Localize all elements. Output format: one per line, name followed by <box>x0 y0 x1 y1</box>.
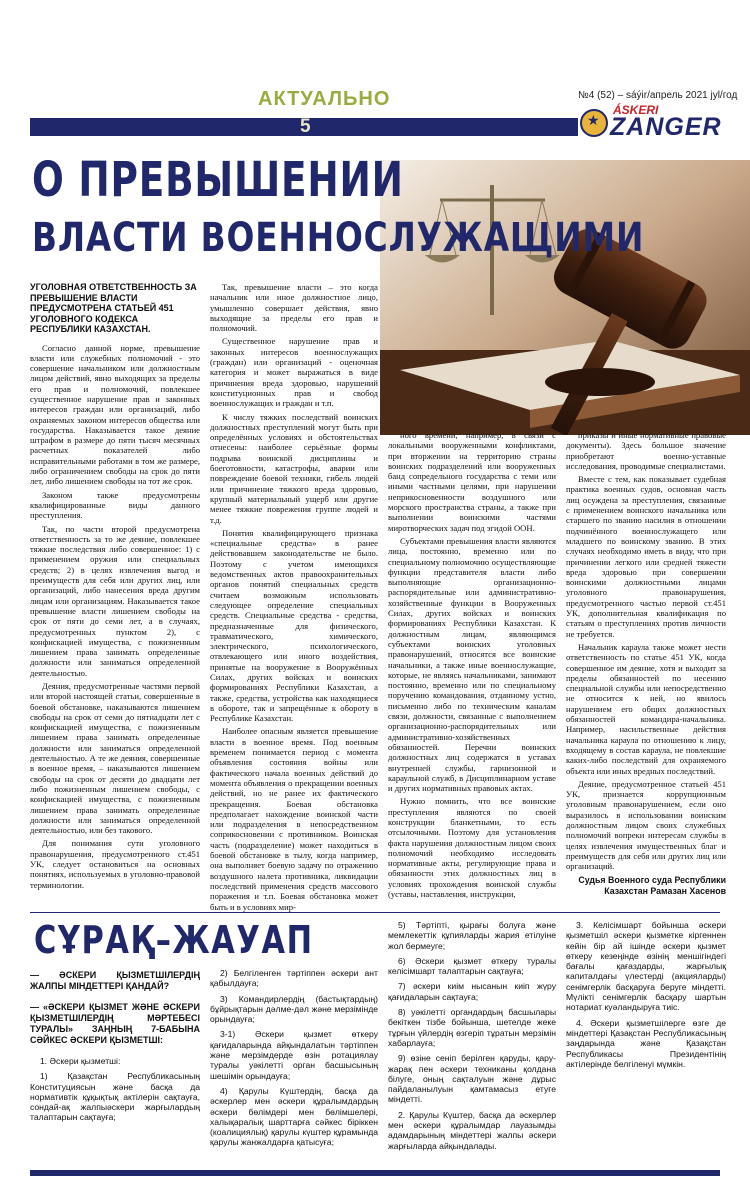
qa-column-1 <box>30 970 200 1128</box>
emblem-icon: ★ <box>580 109 608 137</box>
gavel-photo <box>380 160 750 435</box>
paragraph: Наиболее опасным является превышение власти в военное время. Под военным временем понимается период с момента объявления состояния войны или фактического начала военных действий до момента объявления о прекращении военных действий, но не ранее их фактического прекращения. Боевая обстановка предполагает нахождение воинской части или подразделения в непосредственном соприкосновении с противником. Воинская часть (подразделение) может находиться в боевой обстановке в тылу, когда например, она выполняет боевую задачу по отражению воздушного налета противника, ликвидации последствий применения средств массового поражения и т.п. Боевая обстановка может быть и в условиях мир- <box>210 726 378 912</box>
page-number: 5 <box>300 116 311 137</box>
qa-column-3 <box>388 920 556 1156</box>
logo-askeri-text: ÁSKERI <box>613 103 659 117</box>
section-divider <box>30 912 720 913</box>
paragraph: Нужно помнить, что все воинские преступления являются по своей конструкции бланкетными, то есть отсылочными. Поэтому для установления факта нарушения должностным лицом своих полномочий необходимо исследовать нормативные акты, регулирующие права и обязанности этих должностных лиц в условиях прохождения воинской службы (уставы, наставления, инструкции, <box>388 796 556 900</box>
paragraph: 3) Командирлердің (бастықтардың) бұйрықтарын дәлме-дәл және мерзімінде орындауға; <box>210 993 378 1025</box>
qa-column-4 <box>566 920 726 1074</box>
qa-title: СҰРАҚ–ЖАУАП <box>34 918 314 962</box>
paragraph: Законом также предусмотрены квалифицированные виды данного преступления. <box>30 489 200 521</box>
qa-question: — ӘСКЕРИ ҚЫЗМЕТШІЛЕРДІҢ ЖАЛПЫ МІНДЕТТЕРІ ҚАНДАЙ? <box>30 970 200 991</box>
paragraph: 3-1) Әскери қызмет өткеру қағидаларында айқындалатын тәртіппен және мерзімдерде өзін ротациялау туралы уәкілетті орган басшысының шешімін орындауға; <box>210 1029 378 1081</box>
paragraph: Субъектами превышения власти являются лица, постоянно, временно или по специальному полномочию осуществляющие функции представителя власти либо выполняющие организационно-распорядительные или административно-хозяйственные функции в Вооруженных Силах, других войсках и воинских формированиях Республики Казахстан. К должностным лицам, являющимся субъектами воинских уголовных правонарушений, относятся все воинские начальники, а также иные военнослужащие, которые, не являясь начальниками, занимают постоянно, временно или по специальному поручению командования, отданному устно, письменно либо по техническим каналам связи, должности, связанные с выполнением организационно-распорядительных или административно-хозяйственных обязанностей. Перечни воинских должностных лиц содержатся в уставах внутренней службы, гарнизонной и караульной служб, в Дисциплинарном уставе и других нормативных правовых актах. <box>388 535 556 794</box>
author-signature <box>566 875 726 896</box>
article-title-line2: ВЛАСТИ ВОЕННОСЛУЖАЩИМИ <box>32 215 645 261</box>
paragraph: Так, превышение власти – это когда начальник или иное должностное лицо, умышленно совершает действия, явно выходящие за пределы его прав и полномочий. <box>210 282 378 334</box>
footer-bar <box>30 1170 720 1176</box>
paragraph: Вместе с тем, как показывает судебная практика военных судов, основная часть лиц осуждена за преступления, связанные с применением воинского начальника или старшего по званию насилия в отношении подчинённого военнослужащего или младшего по воинскому званию. В этих случаях необходимо иметь в виду, что при причинении легкого или средней тяжести вреда здоровью при совершении воинскими должностными лицами уголовного правонарушения, предусмотренного частью первой ст.451 УК, дополнительная квалификация по статьям о преступлениях против личности не требуется. <box>566 474 726 639</box>
paragraph: 3. Келісімшарт бойынша әскери қызметшіл әскери қызметке кіргеннен кейін бір ай ішінде әскери қызмет өткеру кезеңінде өзінің меншігіндегі бағалы қағаздарды, жарғылық капиталдағы үлестерді (акцияларды) сенімгерлік басқаруға беруге міндетті. Мүлікті сенімгерлік басқару шартын нотариат куәландыруға тиіс. <box>566 920 726 1013</box>
paragraph: 4. Әскери қызметшілерге өзге де міндеттері Қазақстан Республикасының заңдарында және Қазақстан Республикасы Президентінің актілерінде белгіленуі мүмкін. <box>566 1017 726 1069</box>
paragraph: 7) әскери киім нысанын киіп жүру қағидаларын сақтауға; <box>388 981 556 1002</box>
paragraph: приказы и иные нормативные правовые документы). Здесь большое значение приобретают военно-уставные исследования, проводимые специалистами. <box>566 430 726 471</box>
qa-answer-heading: — «ӘСКЕРИ ҚЫЗМЕТ ЖӘНЕ ӘСКЕРИ ҚЫЗМЕТШІЛЕРДІҢ МӘРТЕБЕСІ ТУРАЛЫ» ЗАҢНЫҢ 7-БАБЫНА СӘЙКЕС ӘСКЕРИ ҚЫЗМЕТШІ: <box>30 1002 200 1045</box>
article-column-4 <box>566 430 726 896</box>
logo-zanger-text: ZANGER <box>610 113 722 141</box>
paragraph: 4) Қарулы Күштердің, басқа да әскерлер мен әскери құралымдардың әскери бөлімдері мен бөлімшелері, халықаралық шарттарға сәйкес біріккен (коалициялық) қарулы күштер құрамында қарулы жанжалдарға қатысуға; <box>210 1085 378 1148</box>
paragraph: Деяние, предусмотренное статьей 451 УК, признается коррупционным уголовным правонарушением, если оно выразилось в использовании воинским должностным лицом своих служебных полномочий вопреки интересам службы в целях извлечения имущественных благ и преимуществ для себя или других лиц или организаций. <box>566 778 726 872</box>
paragraph: 9) өзіне сеніп берілген қаруды, қару-жарақ пен әскери техниканы қолдана білуге, оның сақталуын және дұрыс пайдаланылуын қамтамасыз етуге міндетті. <box>388 1053 556 1105</box>
paragraph: Согласно данной норме, превышение власти или служебных полномочий - это совершение начальником или должностным лицом действий, явно выходящих за пределы его прав и полномочий, повлекшее существенное нарушение прав и законных интересов граждан или организаций, либо охраняемых законом интересов общества или государства. Наказывается такое деяние штрафом в размере до пяти тысяч месячных расчетных показателей либо исправительными работами в том же размере, либо ограничением свободы на срок до пяти лет, либо лишением свободы на тот же срок. <box>30 342 200 487</box>
paragraph: Существенное нарушение прав и законных интересов военнослужащих (граждан) или организаций - оценочная категория и может выражаться в виде причинения вреда здоровью, нарушений конституционных прав и свобод военнослужащих и граждан и т.п. <box>210 336 378 409</box>
paragraph: 8) уәкілетті органдардың басшылары бекіткен тізбе бойынша, шетелде жеке тұрғын үйлердің өзгеріп тұратын мерзімін хабарлауға; <box>388 1007 556 1048</box>
paragraph: 1. Әскери қызметші: <box>40 1056 121 1066</box>
paragraph: 5) Тәртіпті, қырағы болуға және мемлекеттік құпияларды жария етілуіне жол бермеуге; <box>388 920 556 951</box>
paragraph: К числу тяжких последствий воинских должностных преступлений могут быть при определённых условиях и обстоятельствах отнесены: наиболее серьёзные формы подрыва воинской дисциплины и боеготовности, катастрофы, аварии или повреждение боевой техники, гибель людей или причинение тяжкого вреда здоровью, крупный материальный ущерб или другие менее тяжкие поврежения группе людей и т.д. <box>210 411 378 525</box>
paragraph: 6) Әскери қызмет өткеру туралы келісімшарт талаптарын сақтауға; <box>388 955 556 977</box>
issue-info: №4 (52) – sáýir/апрель 2021 jyl/год <box>578 90 738 101</box>
paragraph: Для понимания сути уголовного правонарушения, предусмотренного ст.451 УК, следует остановиться на основных понятиях, используемых в уголовно-правовой терминологии. <box>30 838 200 890</box>
paragraph: Так, по части второй предусмотрена ответственность за то же деяние, повлекшее тяжкие последствия либо совершенное: 1) с применением оружия или специальных средств; 2) в целях извлечения выгод и преимуществ для себя или других лиц, или организаций, либо нанесения вреда другим лицам или организациям. Наказывается такое превышение власти лишением свободы на срок от пяти до семи лет, а в случаях, предусмотренных пунктом 2), с конфискацией имущества, с пожизненным лишением права занимать определенные должности или заниматься определенной деятельностью. <box>30 523 200 678</box>
section-label: АКТУАЛЬНО <box>258 88 391 110</box>
paragraph: 2) Белгіленген тәртіппен әскери ант қабылдауға; <box>210 968 378 989</box>
paragraph: ного времени, например, в связи с локальными вооруженными конфликтами, при вторжении на территорию страны воинских подразделений или вооруженных банд сопредельного государства с теми или иными частными целями, при нарушении неприкосновенности воздушного или морского пространства страны, а также при выполнении воинскими частями миротворческих задач под эгидой ООН. <box>388 430 556 533</box>
paragraph: 2. Қарулы Күштер, басқа да әскерлер мен әскери құралымдар лауазымды адамдарының міндеттері жалпы әскери жарғыларда айқындалады. <box>388 1109 556 1151</box>
article-column-2 <box>210 282 378 915</box>
publication-logo <box>580 103 730 141</box>
paragraph: 1) Қазақстан Республикасының Конституциясын және басқа да нормативтік құқықтық актілерін сақтауға, сондай-ақ жалпыәскери жарғылардың талаптарын сақтауға; <box>30 1071 200 1123</box>
paragraph: Понятия квалифицирующего признака «специальные средства» в ранее действовавшем законодательстве не было. Поэтому с учетом имеющихся ведомственных актов правоохранительных органов понятий специальных средств считаем возможным использовать следующее определение специальных средств. Специальные средства - средства, предназначенные для физического, травматического, химического, электрического, психологического, отвлекающего или иного воздействия, принятые на вооружение в Вооружённых Силах, других войсках и воинских формированиях Республики Казахстан, а также, средства, устройства как находящиеся в обороте, так и запрещённые к обороту в Республике Казахстан. <box>210 527 378 724</box>
article-column-1 <box>30 282 200 893</box>
qa-column-2 <box>210 968 378 1153</box>
article-column-3 <box>388 430 556 902</box>
paragraph: Деяния, предусмотренные частями первой или второй настоящей статьи, совершенные в боевой обстановке, наказываются лишением свободы на срок от семи до пятнадцати лет с конфискацией имущества, с пожизненным лишением права занимать определенные должности или заниматься определенной деятельностью. А те же деяния, совершенные в военное время, – наказываются лишением свободы на срок от десяти до двадцати лет либо пожизненным лишением свободы, с конфискацией имущества, с пожизненным лишением права занимать определенные должности или заниматься определенной деятельностью, или без такового. <box>30 681 200 836</box>
article-lead: УГОЛОВНАЯ ОТВЕТСТВЕННОСТЬ ЗА ПРЕВЫШЕНИЕ ВЛАСТИ ПРЕДУСМОТРЕНА СТАТЬЕЙ 451 УГОЛОВНОГО КОДЕКСА РЕСПУБЛИКИ КАЗАХСТАН. <box>30 282 197 334</box>
paragraph: Начальник караула также может нести ответственность по статье 451 УК, когда совершенное им деяние, хотя и выходит за пределы обязанностей по несению специальной службы или непосредственно не относится к ней, но явилось нарушением его общих должностных обязанностей командира-начальника. Например, насильственные действия начальника караула по отношению к лицу, входящему в состав караула, не повлекшие каких-либо последствий для охраняемого объекта или иных вредных последствий. <box>566 641 726 776</box>
article-title-line1: О ПРЕВЫШЕНИИ <box>32 152 404 208</box>
signature-line2: Казахстан Рамазан Хасенов <box>604 885 726 896</box>
signature-line1: Судья Военного суда Республики <box>578 875 726 886</box>
